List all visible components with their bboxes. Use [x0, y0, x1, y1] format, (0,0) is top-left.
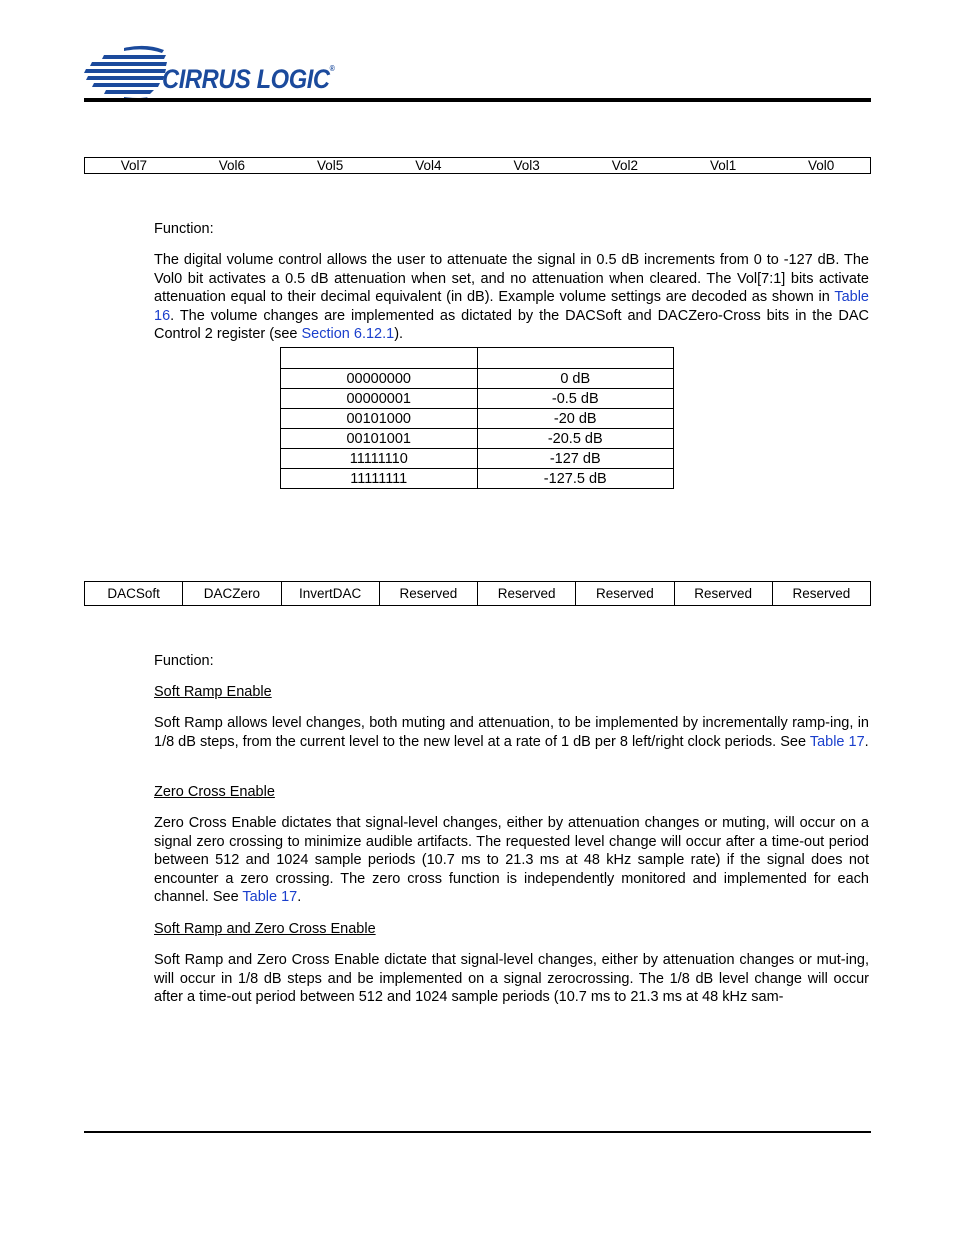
bit-cell: Vol6: [183, 158, 281, 174]
binary-cell: 00000000: [281, 369, 478, 389]
vol-function-text: The digital volume control allows the user to attenuate the signal in 0.5 dB increments from 0 to -127 dB. The Vol0 bit activates a 0.5 dB attenuation when set, and no attenuation when cleared. The Vol[7:1] bits activate attenuation equal to their decimal equivalent (in dB). Example volume settings are decoded as shown in Table 16. The volume changes are implemented as dictated by the DACSoft and DACZero-Cross bits in the DAC Control 2 register (see Section 6.12.1).: [154, 252, 869, 343]
bit-cell: Reserved: [379, 582, 477, 606]
bit-cell: Vol5: [281, 158, 379, 174]
soft-zero-heading: Soft Ramp and Zero Cross Enable: [154, 921, 376, 937]
bit-cell: Reserved: [674, 582, 772, 606]
bit-cell: Vol1: [674, 158, 772, 174]
bit-cell: Vol0: [772, 158, 870, 174]
bit-cell: DACSoft: [85, 582, 183, 606]
bit-cell: Vol3: [478, 158, 576, 174]
bit-cell: Vol7: [85, 158, 183, 174]
table-header-row: [281, 348, 674, 369]
bit-cell: Reserved: [576, 582, 674, 606]
volume-cell: -0.5 dB: [477, 389, 674, 409]
dac-function-label: Function:: [154, 653, 214, 669]
volume-cell: -20 dB: [477, 409, 674, 429]
header-cell: [477, 348, 674, 369]
table-row: [281, 389, 674, 409]
binary-cell: 00101000: [281, 409, 478, 429]
zero-cross-text: Zero Cross Enable dictates that signal-level changes, either by attenuation changes or muting, will occur on a signal zero crossing to minimize audible artifacts. The requested level change will occur after a time-out period between 512 and 1024 sample periods (10.7 ms to 21.3 ms at 48 kHz sample rate) if the signal does not encounter a zero crossing. The zero cross function is independently monitored and implemented for each channel. See Table 17.: [154, 815, 869, 906]
volume-cell: -20.5 dB: [477, 429, 674, 449]
soft-zero-text: Soft Ramp and Zero Cross Enable dictate that signal-level changes, either by attenuation changes or mut-ing, will occur in 1/8 dB steps and be implemented on a signal zerocrossing. The 1/8 dB level change will occur after a time-out period between 512 and 1024 sample periods (10.7 ms to 21.3 ms at 48 kHz sam-: [154, 952, 869, 1006]
bit-cell: DACZero: [183, 582, 281, 606]
bit-cell: InvertDAC: [281, 582, 379, 606]
dac-register-bitmap: [84, 581, 871, 606]
bit-cell: Vol2: [576, 158, 674, 174]
vol-register-bitmap: [84, 157, 871, 174]
table-row: [281, 429, 674, 449]
bit-cell: Reserved: [772, 582, 870, 606]
binary-cell: 11111110: [281, 449, 478, 469]
soft-ramp-text: Soft Ramp allows level changes, both muting and attenuation, to be implemented by incrementally ramp-ing, in 1/8 dB steps, from the current level to the new level at a rate of 1 dB per 8 left/right clock periods. See Table 17.: [154, 715, 869, 750]
volume-cell: -127 dB: [477, 449, 674, 469]
header-rule: [84, 98, 871, 102]
table-row: [281, 369, 674, 389]
section-link[interactable]: Section 6.12.1: [301, 326, 395, 343]
table-row: [281, 469, 674, 489]
table-17-link[interactable]: Table 17: [809, 733, 865, 750]
volume-decode-table: [280, 347, 674, 489]
bit-cell: Vol4: [379, 158, 477, 174]
bit-cell: Reserved: [478, 582, 576, 606]
zero-cross-heading: Zero Cross Enable: [154, 784, 275, 800]
table-row: [281, 409, 674, 429]
soft-ramp-heading: Soft Ramp Enable: [154, 684, 272, 700]
volume-cell: -127.5 dB: [477, 469, 674, 489]
table-16-link[interactable]: Table 16: [154, 289, 869, 324]
footer-rule: [84, 1131, 871, 1133]
table-17-link[interactable]: Table 17: [242, 889, 298, 906]
binary-cell: 00000001: [281, 389, 478, 409]
binary-cell: 11111111: [281, 469, 478, 489]
brand-name: CIRRUS LOGIC®: [162, 64, 335, 94]
table-row: [281, 449, 674, 469]
binary-cell: 00101001: [281, 429, 478, 449]
volume-cell: 0 dB: [477, 369, 674, 389]
vol-function-label: Function:: [154, 221, 214, 237]
header-cell: [281, 348, 478, 369]
